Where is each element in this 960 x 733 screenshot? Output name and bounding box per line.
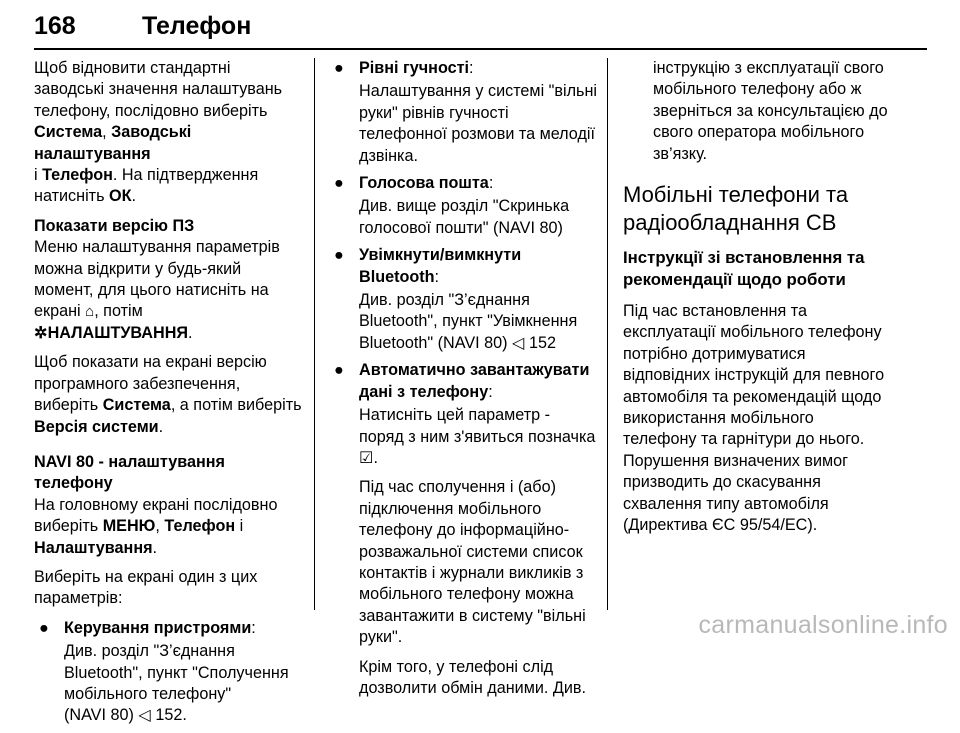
section-title: Мобільні телефони та радіообладнання СВ — [623, 182, 849, 236]
paragraph-installation: Під час встановлення та експлуатації мобільного телефону потрібно дотримуватися відповідних інструкцій для певного автомобіля та рекомендацій щодо використання мобільного телефону та гарнітури до нього. Порушення визначених вимог призводить до скасування схвалення типу автомобіля (Директива ЄС 95/54/ЕС). — [623, 302, 885, 535]
page-ref-icon: ◁ — [512, 333, 525, 352]
list-item: ● Увімкнути/вимкнути Bluetooth: Див. розділ "З’єднання Bluetooth", пункт "Увімкнення Bluetooth" (NAVI 80) ◁ 152 — [334, 246, 578, 352]
list-item: ● Голосова пошта: Див. вище розділ "Скринька голосової пошти" (NAVI 80) — [334, 174, 570, 237]
paragraph-factory-reset: Щоб відновити стандартні заводські значення налаштувань телефону, послідовно виберіть Система, Заводські налаштування і Телефон. На підтвердження натисніть ОК. — [34, 59, 283, 206]
list-item: ● Керування пристроями: Див. розділ "З’єднання Bluetooth", пункт "Сполучення мобільного телефону" (NAVI 80) ◁ 152. — [39, 618, 289, 725]
bullet-icon: ● — [39, 618, 49, 637]
checkbox-icon: ☑ — [359, 448, 374, 467]
page-header — [34, 4, 927, 50]
paragraph-settings-menu: Меню налаштування параметрів можна відкрити у будь-який момент, для цього натисніть на екрані ⌂, потім ✲НАЛАШТУВАННЯ. — [34, 238, 280, 342]
column-divider-1 — [314, 58, 315, 610]
heading-show-version: Показати версію ПЗ — [34, 216, 195, 235]
column-divider-2 — [607, 58, 608, 610]
paragraph-main-screen: На головному екрані послідовно виберіть МЕНЮ, Телефон і Налаштування. — [34, 495, 278, 557]
list-item: ● Рівні гучності: Налаштування у системі "вільні руки" рівнів гучності телефонної розмови та мелодії дзвінка. — [334, 59, 598, 165]
column-2 — [329, 58, 601, 705]
page-ref-icon: ◁ — [138, 706, 151, 725]
bullet-icon: ● — [334, 59, 344, 77]
heading-navi-phone-settings: NAVI 80 - налаштування телефону — [34, 452, 225, 493]
subsection-title: Інструкції зі встановлення та рекомендації щодо роботи — [623, 248, 865, 290]
column-1 — [34, 58, 306, 733]
page-number: 168 — [34, 12, 76, 40]
bullet-icon: ● — [334, 246, 344, 265]
paragraph-software-version: Щоб показати на екрані версію програмного забезпечення, виберіть Система, а потім виберіть Версія системи. — [34, 353, 302, 436]
paragraph-continuation: інструкцію з експлуатації свого мобільного телефону або ж зверніться за консультацією до свого оператора мобільного зв’язку. — [653, 59, 888, 163]
list-item: ● Автоматично завантажувати дані з телефону: Натисніть цей параметр - поряд з ним з'явиться позначка ☑. Під час сполучення і (або) підключення мобільного телефону до інформаційно- розважальної системи список контактів і журнали викликів з мобільного телефону можна завантажити в систему "вільні руки". Крім того, у телефоні слід дозволити обмін даними. Див. — [334, 361, 596, 697]
paragraph-choose-option: Виберіть на екрані один з цих параметрів: — [34, 567, 258, 608]
gear-icon: ✲ — [34, 323, 48, 342]
home-icon: ⌂ — [85, 303, 95, 321]
watermark: carmanualsonline.info — [698, 611, 948, 639]
column-3 — [623, 58, 923, 545]
bullet-icon: ● — [334, 361, 344, 380]
bullet-icon: ● — [334, 174, 344, 193]
page-title: Телефон — [142, 12, 252, 40]
